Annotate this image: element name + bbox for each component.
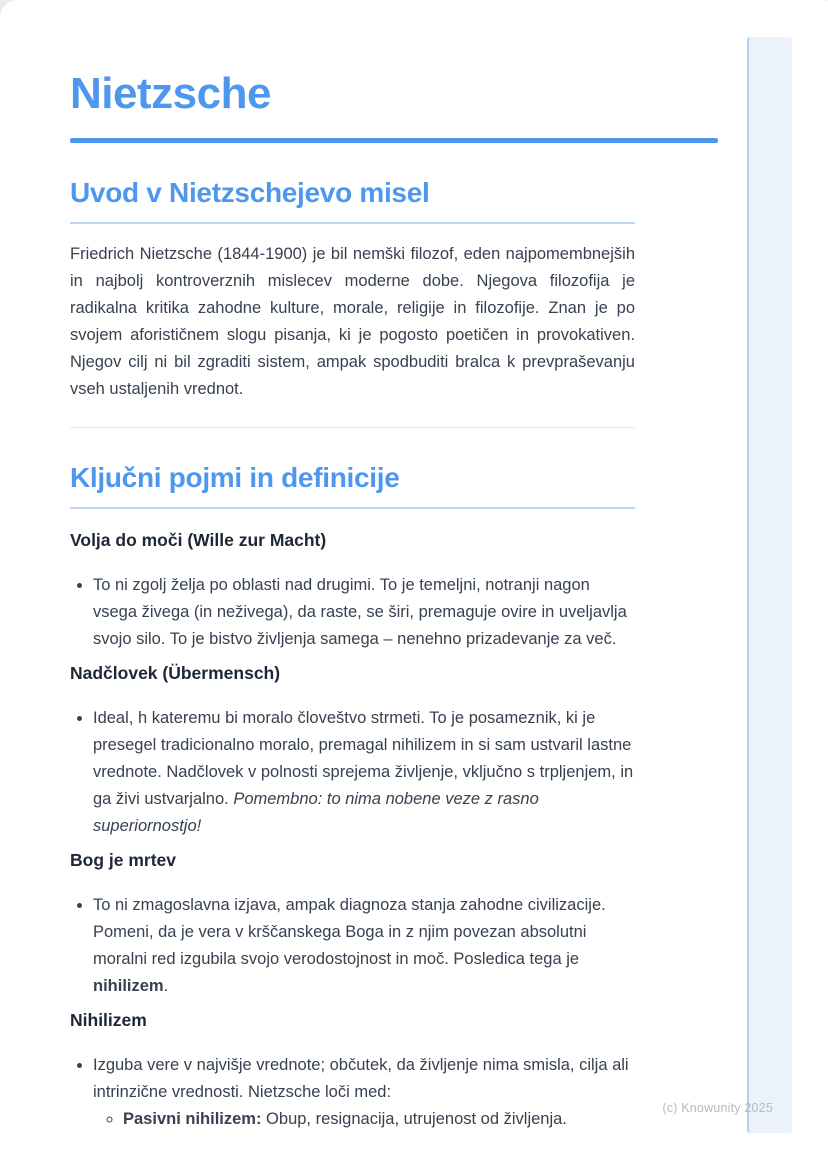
list-item xyxy=(93,705,635,840)
section-divider xyxy=(70,427,635,428)
bullet-text: Izguba vere v najvišje vrednote; občutek, da življenje nima smisla, cilja ali intrinzične vrednosti. Nietzsche loči med: xyxy=(93,1056,629,1101)
bullet-list xyxy=(70,572,635,653)
copyright-footer: (c) Knowunity 2025 xyxy=(662,1101,773,1115)
bullet-text: To ni zgolj želja po oblasti nad drugimi. To je temeljni, notranji nagon vsega živega (in neživega), da raste, se širi, premaguje ovire in uveljavlja svojo silo. To je bistvo življenja samega – nenehno prizadevanje za več. xyxy=(93,576,627,648)
section-key-concepts xyxy=(70,461,635,1133)
document-content xyxy=(70,0,718,1133)
section-heading-key-concepts: Ključni pojmi in definicije xyxy=(70,461,635,509)
term-heading-bog-je-mrtev: Bog je mrtev xyxy=(70,850,176,870)
bullet-text: Ideal, h kateremu bi moralo človeštvo strmeti. To je posameznik, ki je presegel tradicionalno moralo, premagal nihilizem in si sam ustvaril lastne vrednote. Nadčlovek v polnosti sprejema življenje, vključno s trpljenjem, in ga živi ustvarjalno. xyxy=(93,709,634,808)
sub-list-item xyxy=(123,1106,635,1133)
sub-bullet-text: Obup, resignacija, utrujenost od življenja. xyxy=(261,1110,567,1128)
title-rule xyxy=(70,138,718,143)
bullet-text-italic: Pomembno: to nima nobene veze z rasno superiornostjo! xyxy=(93,790,539,835)
list-item xyxy=(93,1052,635,1133)
sub-bullet-text-bold: Pasivni nihilizem: xyxy=(123,1110,262,1128)
section-intro xyxy=(70,176,635,428)
bullet-list xyxy=(70,1052,635,1133)
sub-bullet-list xyxy=(93,1106,635,1133)
bullet-list xyxy=(70,705,635,840)
bullet-text-bold: nihilizem xyxy=(93,977,164,995)
section-heading-intro: Uvod v Nietzschejevo misel xyxy=(70,176,635,224)
term-heading-nihilizem: Nihilizem xyxy=(70,1010,147,1030)
list-item xyxy=(93,892,635,1000)
intro-paragraph: Friedrich Nietzsche (1844-1900) je bil nemški filozof, eden najpomembnejših in najbolj kontroverznih mislecev moderne dobe. Njegova filozofija je radikalna kritika zahodne kulture, morale, religije in filozofije. Znan je po svojem aforističnem slogu pisanja, ki je pogosto poetičen in provokativen. Njegov cilj ni bil zgraditi sistem, ampak spodbuditi bralca k prevpraševanju vseh ustaljenih vrednot. xyxy=(70,245,635,398)
bullet-text-end: . xyxy=(163,977,169,995)
term-heading-volja-do-moci: Volja do moči (Wille zur Macht) xyxy=(70,530,327,550)
list-item xyxy=(93,572,635,653)
term-heading-nadclovek: Nadčlovek (Übermensch) xyxy=(70,663,281,683)
side-accent-bar xyxy=(747,37,792,1133)
bullet-text: To ni zmagoslavna izjava, ampak diagnoza stanja zahodne civilizacije. Pomeni, da je vera v krščanskega Boga in z njim povezan absolutni moralni red izgubila svojo verodostojnost in moč. Posledica tega je xyxy=(93,896,606,968)
bullet-list xyxy=(70,892,635,1000)
page-title: Nietzsche xyxy=(70,69,271,118)
